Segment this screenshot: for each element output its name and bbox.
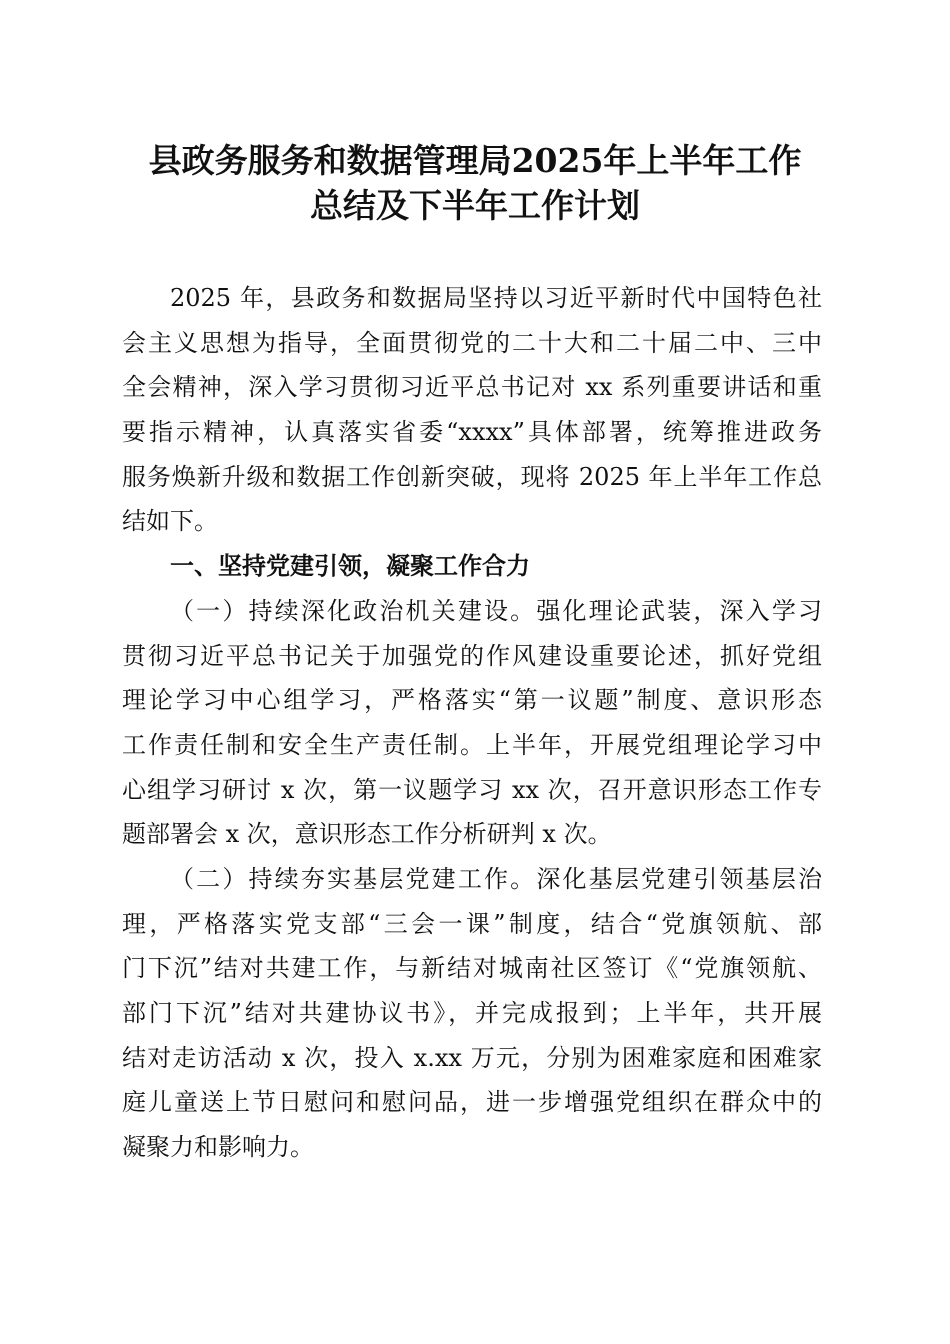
section2-line: 庭儿童送上节日慰问和慰问品，进一步增强党组织在群众中的 <box>122 1088 822 1117</box>
intro-line: 结如下。 <box>122 507 218 536</box>
section1-line: 题部署会 x 次，意识形态工作分析研判 x 次。 <box>122 820 612 849</box>
section2-line: 结对走访活动 x 次，投入 x.xx 万元，分别为困难家庭和困难家 <box>122 1043 822 1072</box>
section1-line: 贯彻习近平总书记关于加强党的作风建设重要论述，抓好党组 <box>122 641 822 670</box>
section1-line: （一）持续深化政治机关建设。强化理论武装，深入学习 <box>170 596 822 625</box>
intro-line: 服务焕新升级和数据工作创新突破，现将 2025 年上半年工作总 <box>122 462 822 491</box>
intro-line: 2025 年，县政务和数据局坚持以习近平新时代中国特色社 <box>170 284 822 312</box>
section2-line: （二）持续夯实基层党建工作。深化基层党建引领基层治 <box>170 864 822 893</box>
section2-line: 部门下沉”结对共建协议书》，并完成报到；上半年，共开展 <box>122 999 822 1027</box>
section-heading: 一、坚持党建引领，凝聚工作合力 <box>170 551 530 581</box>
section1-line: 理论学习中心组学习，严格落实“第一议题”制度、意识形态 <box>122 686 822 715</box>
section1-line: 工作责任制和安全生产责任制。上半年，开展党组理论学习中 <box>122 730 822 759</box>
section2-line: 凝聚力和影响力。 <box>122 1133 314 1162</box>
intro-line: 要指示精神，认真落实省委“xxxx”具体部署，统筹推进政务 <box>122 418 822 447</box>
intro-line: 会主义思想为指导，全面贯彻党的二十大和二十届二中、三中 <box>122 328 822 357</box>
document-title-line-2: 总结及下半年工作计划 <box>310 186 640 225</box>
section1-line: 心组学习研讨 x 次，第一议题学习 xx 次，召开意识形态工作专 <box>122 775 822 804</box>
section2-line: 理，严格落实党支部“三会一课”制度，结合“党旗领航、部 <box>122 909 822 938</box>
document-title-line-1: 县政务服务和数据管理局2025年上半年工作 <box>148 141 802 180</box>
document-body <box>122 276 822 1170</box>
intro-line: 全会精神，深入学习贯彻习近平总书记对 xx 系列重要讲话和重 <box>122 373 822 402</box>
section2-line: 门下沉”结对共建工作，与新结对城南社区签订《“党旗领航、 <box>122 954 822 983</box>
